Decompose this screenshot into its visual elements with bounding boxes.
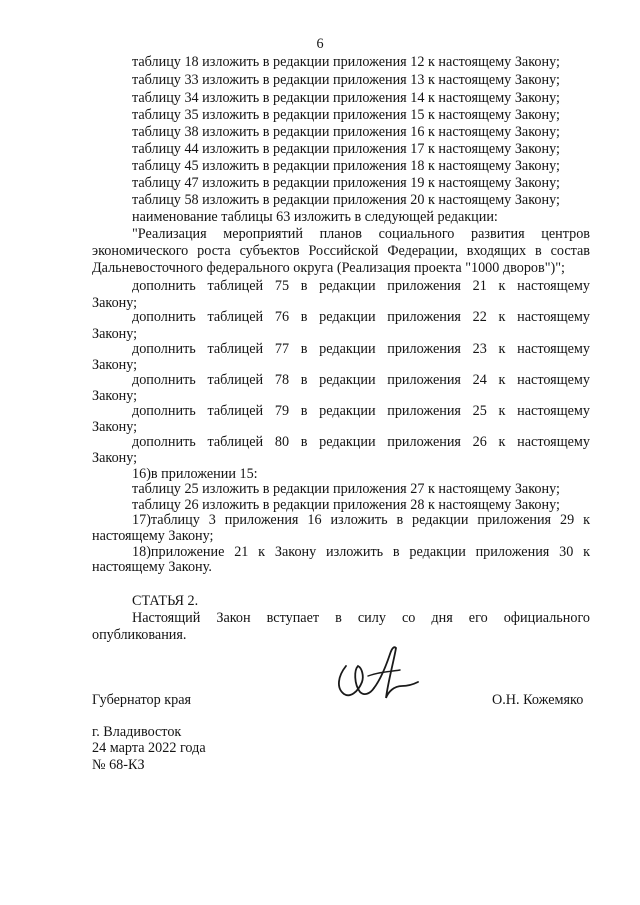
- text-line: таблицу 35 изложить в редакции приложения 15 к настоящему Закону;: [132, 107, 560, 123]
- text-line: 17)таблицу 3 приложения 16 изложить в редакции приложения 29 к: [132, 512, 590, 528]
- text-line: наименование таблицы 63 изложить в следующей редакции:: [132, 209, 498, 225]
- text-line: 18)приложение 21 к Закону изложить в редакции приложения 30 к: [132, 544, 590, 560]
- text-line: дополнить таблицей 78 в редакции приложения 24 к настоящему: [132, 372, 590, 388]
- text-line: таблицу 18 изложить в редакции приложения 12 к настоящему Закону;: [132, 54, 560, 70]
- text-line: дополнить таблицей 77 в редакции приложения 23 к настоящему: [132, 341, 590, 357]
- text-line: таблицу 45 изложить в редакции приложения 18 к настоящему Закону;: [132, 158, 560, 174]
- text-line: Дальневосточного федерального округа (Реализация проекта "1000 дворов")";: [92, 260, 565, 276]
- text-line: таблицу 33 изложить в редакции приложения 13 к настоящему Закону;: [132, 72, 560, 88]
- text-line: Закону;: [92, 388, 138, 404]
- text-line: таблицу 58 изложить в редакции приложения 20 к настоящему Закону;: [132, 192, 560, 208]
- text-line: Закону;: [92, 326, 138, 342]
- footer-date: 24 марта 2022 года: [92, 740, 206, 756]
- text-line: таблицу 34 изложить в редакции приложения 14 к настоящему Закону;: [132, 90, 560, 106]
- footer-number: № 68-КЗ: [92, 757, 145, 773]
- text-line: таблицу 26 изложить в редакции приложения 28 к настоящему Закону;: [132, 497, 560, 513]
- text-line: дополнить таблицей 80 в редакции приложения 26 к настоящему: [132, 434, 590, 450]
- article-text: Настоящий Закон вступает в силу со дня его официального: [132, 610, 590, 626]
- text-line: Закону;: [92, 357, 138, 373]
- footer-city: г. Владивосток: [92, 724, 182, 740]
- signature-image: [328, 636, 420, 708]
- page-number: 6: [316, 36, 324, 52]
- text-line: таблицу 44 изложить в редакции приложения 17 к настоящему Закону;: [132, 141, 560, 157]
- signature-name: О.Н. Кожемяко: [492, 692, 584, 708]
- text-line: Закону;: [92, 419, 138, 435]
- text-line: дополнить таблицей 76 в редакции приложения 22 к настоящему: [132, 309, 590, 325]
- text-line: "Реализация мероприятий планов социального развития центров: [132, 226, 590, 242]
- text-line: таблицу 47 изложить в редакции приложения 19 к настоящему Закону;: [132, 175, 560, 191]
- text-line: настоящему Закону;: [92, 528, 214, 544]
- text-line: Закону;: [92, 295, 138, 311]
- text-line: 16)в приложении 15:: [132, 466, 258, 482]
- text-line: экономического роста субъектов Российской Федерации, входящих в состав: [92, 243, 590, 259]
- text-line: дополнить таблицей 79 в редакции приложения 25 к настоящему: [132, 403, 590, 419]
- text-line: дополнить таблицей 75 в редакции приложения 21 к настоящему: [132, 278, 590, 294]
- text-line: настоящему Закону.: [92, 559, 212, 575]
- text-line: таблицу 25 изложить в редакции приложения 27 к настоящему Закону;: [132, 481, 560, 497]
- article-heading: СТАТЬЯ 2.: [132, 593, 199, 609]
- text-line: таблицу 38 изложить в редакции приложения 16 к настоящему Закону;: [132, 124, 560, 140]
- signature-position: Губернатор края: [92, 692, 192, 708]
- article-text: опубликования.: [92, 627, 187, 643]
- text-line: Закону;: [92, 450, 138, 466]
